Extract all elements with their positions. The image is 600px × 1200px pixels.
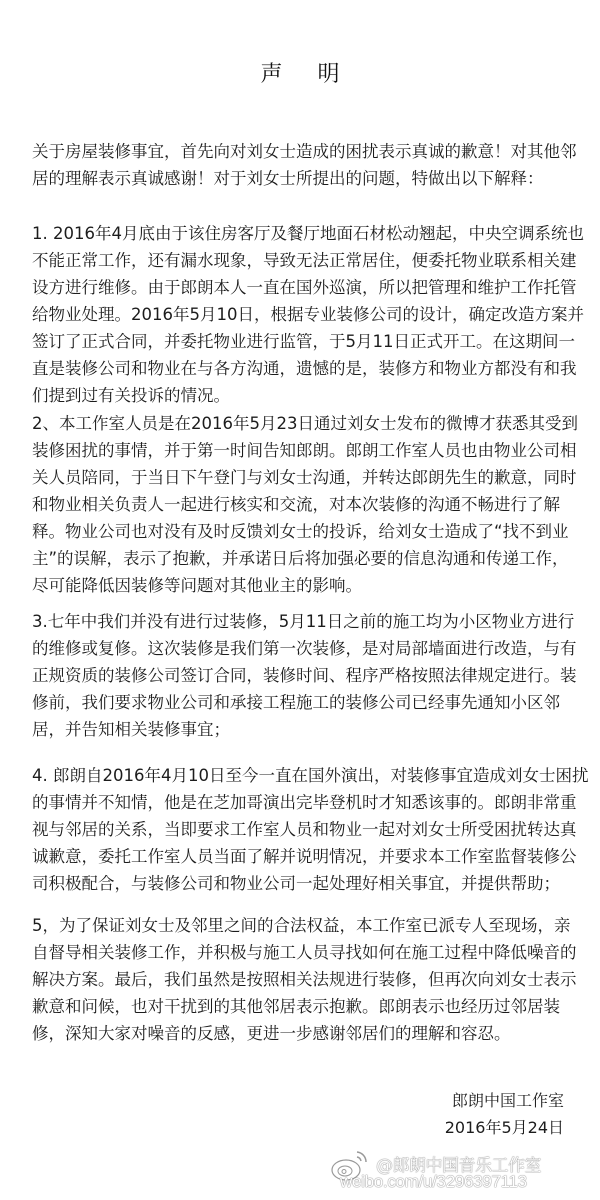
text-line: 歉意和问候，也对干扰到的其他邻居表示抱歉。郎朗表示也经历过邻居装 [32, 997, 560, 1016]
text-line: 自督导相关装修工作，并积极与施工人员寻找如何在施工过程中降低噪音的 [32, 943, 577, 962]
intro-paragraph [32, 138, 577, 192]
text-line: 装修困扰的事情，并于第一时间告知郎朗。郎朗工作室人员也由物业公司相 [32, 441, 577, 460]
text-line: 签订了正式合同，并委托物业进行监管，于5月11日正式开工。在这期间一 [32, 332, 575, 351]
text-line: 主”的误解，表示了抱歉，并承诺日后将加强必要的信息沟通和传递工作， [32, 549, 569, 568]
text-line: 5，为了保证刘女士及邻里之间的合法权益，本工作室已派专人至现场，亲 [32, 916, 571, 935]
point-3-paragraph [32, 608, 577, 743]
text-line: 居的理解表示真诚感谢！对于刘女士所提出的问题，特做出以下解释： [32, 169, 544, 188]
weibo-watermark [330, 1148, 600, 1198]
text-line: 2、本工作室人员是在2016年5月23日通过刘女士发布的微博才获悉其受到 [32, 414, 578, 433]
signature-block [445, 1087, 564, 1141]
text-line: 和物业相关负责人一起进行核实和交流，对本次装修的沟通不畅进行了解 [32, 495, 560, 514]
text-line: 的事情并不知情，他是在芝加哥演出完毕登机时才知悉该事的。郎朗非常重 [32, 793, 577, 812]
text-line: 直是装修公司和物业在与各方沟通，遗憾的是，装修方和物业方都没有和我 [32, 359, 577, 378]
text-line: 尽可能降低因装修等问题对其他业主的影响。 [32, 576, 362, 595]
text-line: 关于房屋装修事宜，首先向对刘女士造成的困扰表示真诚的歉意！对其他邻 [32, 142, 577, 161]
point-2-paragraph [32, 410, 577, 599]
point-5-paragraph [32, 912, 577, 1047]
text-line: 3.七年中我们并没有进行过装修，5月11日之前的施工均为小区物业方进行 [32, 612, 575, 631]
document-title: 声 明 [260, 62, 354, 87]
text-line: 修，深知大家对噪音的反感，更进一步感谢邻居们的理解和容忍。 [32, 1024, 511, 1043]
text-line: 不能正常工作，还有漏水现象，导致无法正常居住，便委托物业联系相关建 [32, 251, 577, 270]
text-line: 的维修或复修。这次装修是我们第一次装修，是对局部墙面进行改造，与有 [32, 639, 577, 658]
text-line: 诚歉意，委托工作室人员当面了解并说明情况，并要求本工作室监督装修公 [32, 847, 577, 866]
signature-date: 2016年5月24日 [444, 1118, 564, 1137]
point-4-paragraph [32, 762, 589, 897]
text-line: 正规资质的装修公司签订合同，装修时间、程序严格按照法律规定进行。装 [32, 666, 577, 685]
watermark-url: weibo.com/u/3296397113 [340, 1172, 527, 1191]
text-line: 们提到过有关投诉的情况。 [32, 386, 230, 405]
text-line: 修前，我们要求物业公司和承接工程施工的装修公司已经事先通知小区邻 [32, 693, 560, 712]
signature-org: 郎朗中国工作室 [451, 1091, 564, 1110]
text-line: 解决方案。最后，我们虽然是按照相关法规进行装修，但再次向刘女士表示 [32, 970, 577, 989]
text-line: 释。物业公司也对没有及时反馈刘女士的投诉，给刘女士造成了“找不到业 [32, 522, 569, 541]
text-line: 视与邻居的关系，当即要求工作室人员和物业一起对刘女士所受困扰转达真 [32, 820, 577, 839]
text-line: 关人员陪同，于当日下午登门与刘女士沟通，并转达郎朗先生的歉意，同时 [32, 468, 577, 487]
text-line: 1. 2016年4月底由于该住房客厅及餐厅地面石材松动翘起，中央空调系统也 [32, 224, 584, 243]
point-1-paragraph [32, 220, 584, 409]
text-line: 4. 郎朗自2016年4月10日至今一直在国外演出，对装修事宜造成刘女士困扰 [32, 766, 589, 785]
watermark-handle: @郎朗中国音乐工作室 [376, 1156, 541, 1176]
text-line: 设方进行维修。由于郎朗本人一直在国外巡演，所以把管理和维护工作托管 [32, 278, 577, 297]
text-line: 居，并告知相关装修事宜； [32, 720, 230, 739]
text-line: 司积极配合，与装修公司和物业公司一起处理好相关事宜，并提供帮助； [32, 874, 560, 893]
text-line: 给物业处理。2016年5月10日，根据专业装修公司的设计，确定改造方案并 [32, 305, 584, 324]
